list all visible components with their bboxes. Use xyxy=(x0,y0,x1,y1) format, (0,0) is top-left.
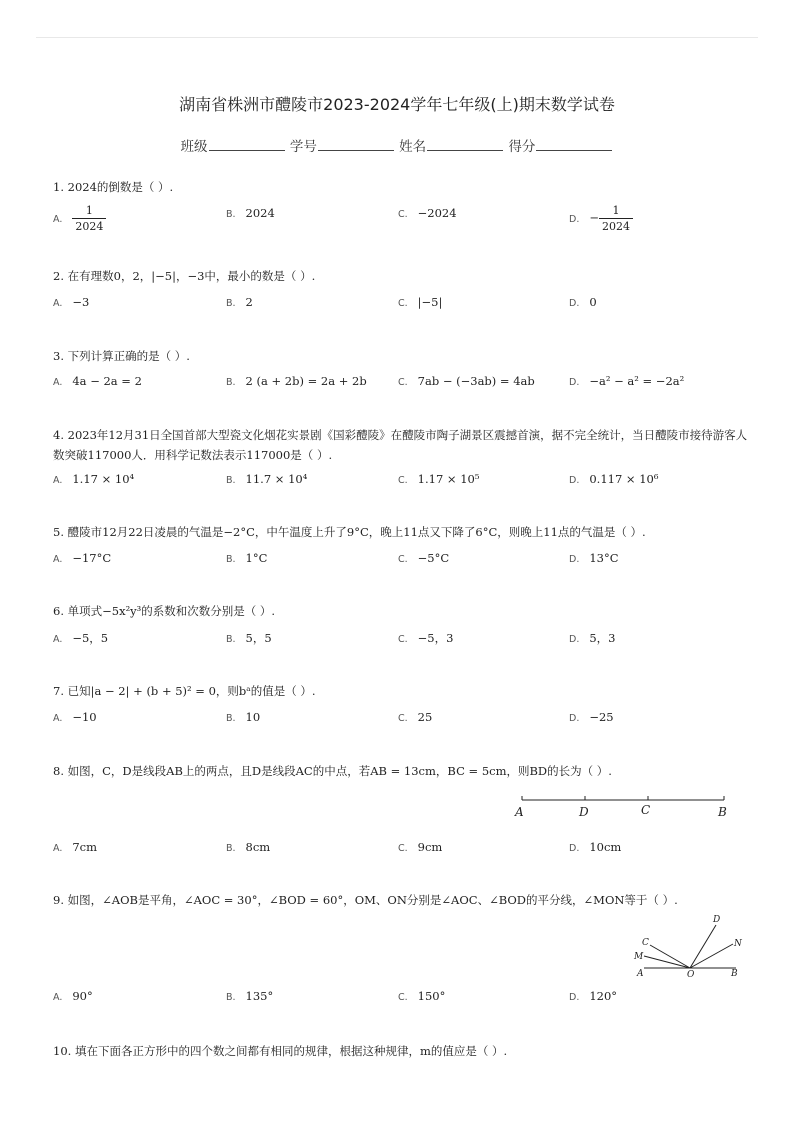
question-5-option-a[interactable]: A. −17°C xyxy=(53,551,112,565)
label-a: A xyxy=(637,969,644,979)
info-label-name: 姓名 xyxy=(399,139,427,155)
page-title: 湖南省株洲市醴陵市2023-2024学年七年级(上)期末数学试卷 xyxy=(179,95,615,114)
info-label-student-id: 学号 xyxy=(289,139,317,155)
class-blank[interactable] xyxy=(209,139,285,151)
question-2-option-b[interactable]: B. 2 xyxy=(226,295,253,309)
info-label-class: 班级 xyxy=(180,139,208,155)
label-n: N xyxy=(734,939,742,949)
question-5-option-d[interactable]: D. 13°C xyxy=(569,551,619,565)
question-5-stem: 5. 醴陵市12月22日凌晨的气温是−2°C，中午温度上升了9°C，晚上11点又下降了6°C，则晚上11点的气温是（ ）. xyxy=(53,525,646,539)
question-9-option-c[interactable]: C. 150° xyxy=(398,989,446,1003)
question-10-stem: 10. 填在下面各正方形中的四个数之间都有相同的规律，根据这种规律，m的值应是（ ）. xyxy=(53,1044,508,1058)
question-8-option-b[interactable]: B. 8cm xyxy=(226,840,271,854)
question-9-stem: 9. 如图，∠AOB是平角，∠AOC = 30°，∠BOD = 60°，OM、ON分别是∠AOC、∠BOD的平分线，∠MON等于（ ）. xyxy=(53,893,678,907)
question-6-option-c[interactable]: C. −5，3 xyxy=(398,631,454,645)
question-4-option-b[interactable]: B. 11.7 × 10⁴ xyxy=(226,472,308,486)
label-b: B xyxy=(731,969,738,979)
question-3-option-b[interactable]: B. 2 (a + 2b) = 2a + 2b xyxy=(226,374,367,388)
line-segment-figure xyxy=(510,790,740,822)
question-7-option-d[interactable]: D. −25 xyxy=(569,710,614,724)
question-3-option-a[interactable]: A. 4a − 2a = 2 xyxy=(53,374,142,388)
question-2-option-a[interactable]: A. −3 xyxy=(53,295,90,309)
question-1-option-a[interactable]: A. $\frac{1}{2024}$ xyxy=(53,204,106,233)
ray-od xyxy=(690,925,716,968)
question-1-option-c[interactable]: C. −2024 xyxy=(398,206,457,220)
question-7-option-a[interactable]: A. −10 xyxy=(53,710,97,724)
question-2-stem: 2. 在有理数0，2，|−5|，−3中，最小的数是（ ）. xyxy=(53,269,316,283)
student-info-line xyxy=(0,135,794,155)
question-8-option-a[interactable]: A. 7cm xyxy=(53,840,98,854)
fraction: $\frac{1}{2024}$ xyxy=(599,204,633,233)
question-7-option-c[interactable]: C. 25 xyxy=(398,710,433,724)
question-4-option-d[interactable]: D. 0.117 × 10⁶ xyxy=(569,472,659,486)
question-3-option-d[interactable]: D. −a² − a² = −2a² xyxy=(569,374,685,388)
question-8-stem: 8. 如图，C，D是线段AB上的两点，且D是线段AC的中点，若AB = 13cm，BC = 5cm，则BD的长为（ ）. xyxy=(53,764,612,778)
name-blank[interactable] xyxy=(427,139,503,151)
question-6-option-a[interactable]: A. −5，5 xyxy=(53,631,109,645)
header-divider xyxy=(36,37,758,38)
fraction: $\frac{1}{2024}$ xyxy=(72,204,106,233)
info-label-score: 得分 xyxy=(508,139,536,155)
label-b: B xyxy=(718,805,727,819)
label-m: M xyxy=(634,952,644,962)
label-o: O xyxy=(687,970,695,980)
question-9-option-a[interactable]: A. 90° xyxy=(53,989,93,1003)
ray-on xyxy=(690,944,733,968)
student-id-blank[interactable] xyxy=(318,139,394,151)
label-d: D xyxy=(713,915,721,925)
label-c: C xyxy=(641,803,651,817)
score-blank[interactable] xyxy=(536,139,612,151)
question-9-option-d[interactable]: D. 120° xyxy=(569,989,618,1003)
ray-oc xyxy=(650,945,690,968)
question-5-option-b[interactable]: B. 1°C xyxy=(226,551,268,565)
question-2-option-d[interactable]: D. 0 xyxy=(569,295,597,309)
question-4-option-c[interactable]: C. 1.17 × 10⁵ xyxy=(398,472,480,486)
question-7-option-b[interactable]: B. 10 xyxy=(226,710,261,724)
label-c: C xyxy=(642,938,649,948)
question-2-option-c[interactable]: C. |−5| xyxy=(398,295,443,309)
question-4-option-a[interactable]: A. 1.17 × 10⁴ xyxy=(53,472,135,486)
label-d: D xyxy=(579,805,589,819)
question-6-stem: 6. 单项式−5x²y³的系数和次数分别是（ ）. xyxy=(53,604,276,618)
question-8-option-d[interactable]: D. 10cm xyxy=(569,840,622,854)
question-1-option-b[interactable]: B. 2024 xyxy=(226,206,275,220)
angle-figure xyxy=(630,912,745,980)
question-6-option-d[interactable]: D. 5，3 xyxy=(569,631,616,645)
label-a: A xyxy=(515,805,524,819)
question-3-stem: 3. 下列计算正确的是（ ）. xyxy=(53,349,190,363)
question-9-option-b[interactable]: B. 135° xyxy=(226,989,274,1003)
question-1-option-d[interactable]: D. − $\frac{1}{2024}$ xyxy=(569,204,633,233)
question-6-option-b[interactable]: B. 5，5 xyxy=(226,631,272,645)
question-1-stem: 1. 2024的倒数是（ ）. xyxy=(53,180,174,194)
ray-om xyxy=(644,956,690,968)
question-5-option-c[interactable]: C. −5°C xyxy=(398,551,450,565)
question-3-option-c[interactable]: C. 7ab − (−3ab) = 4ab xyxy=(398,374,535,388)
question-4-stem: 4. 2023年12月31日全国首部大型瓷文化烟花实景剧《国彩醴陵》在醴陵市陶子湖景区震撼首演，据不完全统计，当日醴陵市接待游客人数突破117000人．用科学记数法表示117000是（ ）. xyxy=(53,428,748,462)
question-7-stem: 7. 已知|a − 2| + (b + 5)² = 0，则bᵃ的值是（ ）. xyxy=(53,684,316,698)
question-8-option-c[interactable]: C. 9cm xyxy=(398,840,443,854)
